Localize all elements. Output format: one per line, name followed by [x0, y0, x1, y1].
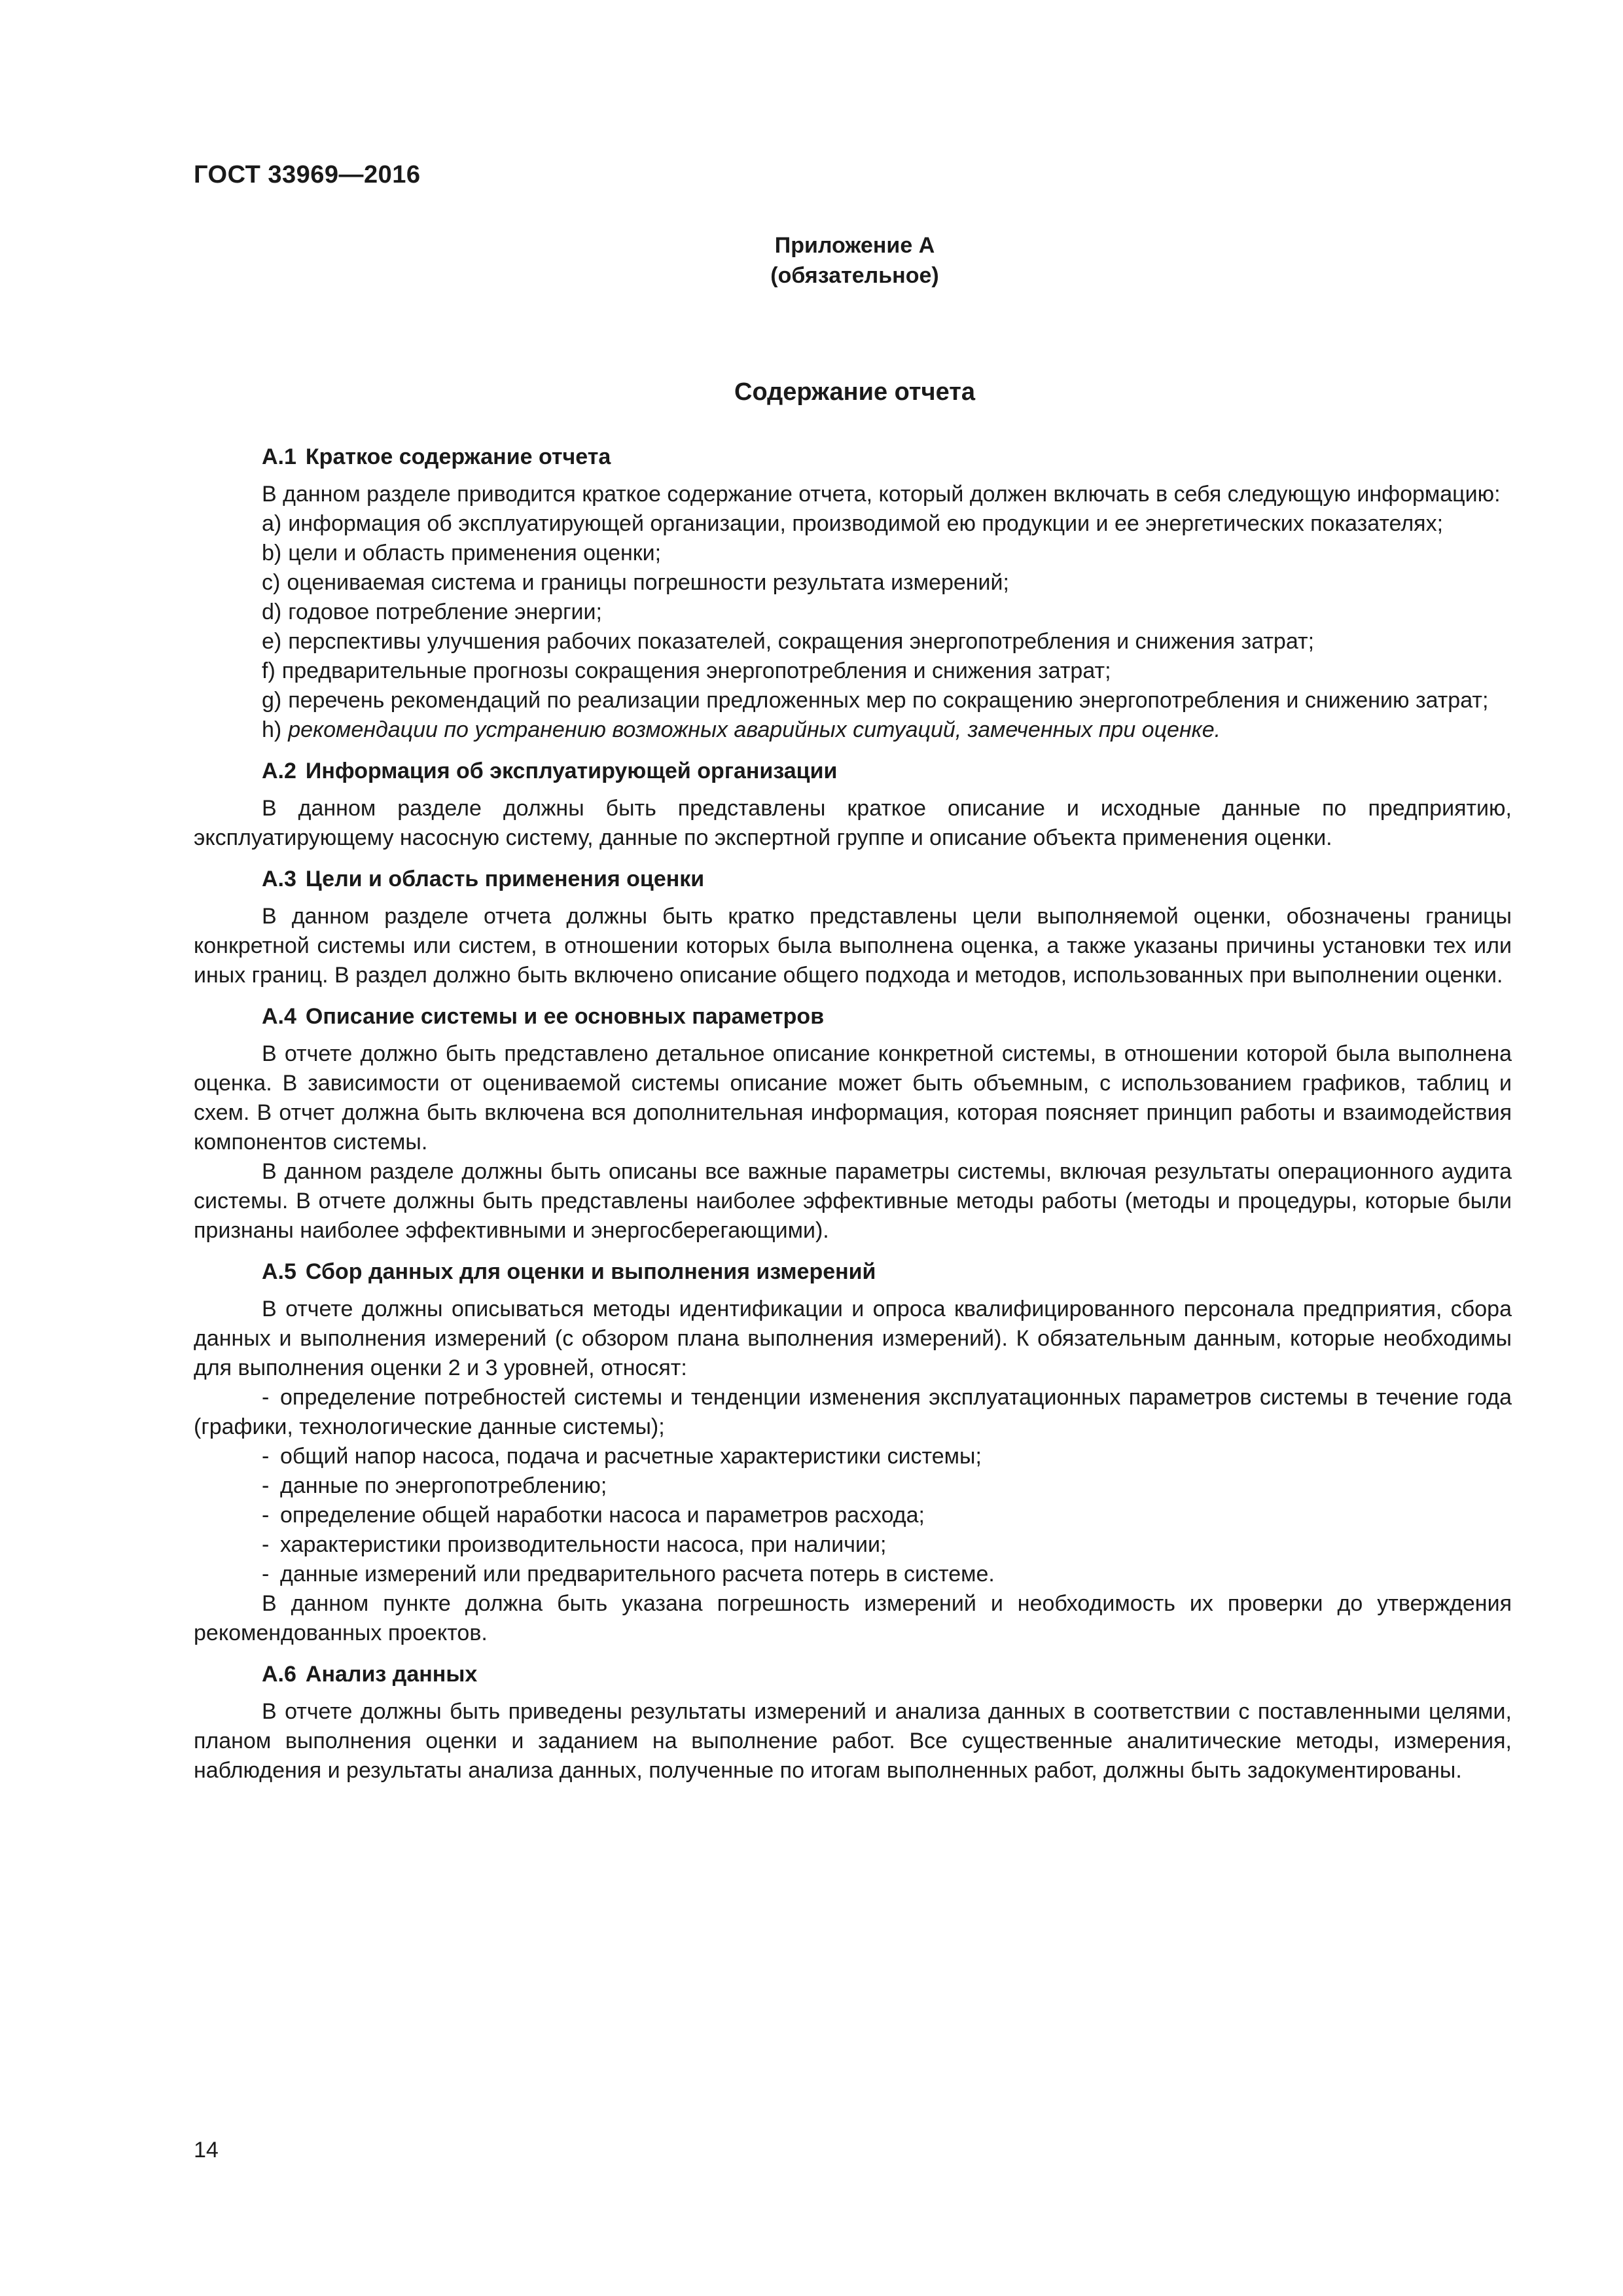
document-body	[194, 442, 1512, 1785]
list-item	[194, 568, 1512, 598]
list-item: - общий напор насоса, подача и расчетные характеристики системы;	[194, 1442, 1512, 1471]
section-heading-a2	[194, 757, 1512, 786]
list-marker: a)	[262, 511, 282, 536]
list-item	[194, 627, 1512, 656]
list-item: - данные по энергопотреблению;	[194, 1471, 1512, 1501]
section-number: А.6	[262, 1662, 296, 1687]
section-heading-a1	[194, 442, 1512, 472]
list-marker: f)	[262, 658, 276, 683]
list-item-text: годовое потребление энергии;	[288, 600, 602, 624]
list-item	[194, 598, 1512, 627]
appendix-heading	[194, 230, 1516, 291]
section-title: Сбор данных для оценки и выполнения измерений	[305, 1259, 876, 1284]
section-number: А.5	[262, 1259, 296, 1284]
paragraph: В данном разделе приводится краткое содержание отчета, который должен включать в себя следующую информацию:	[262, 482, 1501, 507]
section-title: Краткое содержание отчета	[305, 444, 611, 469]
list-item	[194, 715, 1512, 745]
list-item: - данные измерений или предварительного расчета потерь в системе.	[194, 1560, 1512, 1589]
list-item-text: предварительные прогнозы сокращения энергопотребления и снижения затрат;	[281, 658, 1111, 683]
summary-list	[194, 509, 1512, 745]
list-item-text: оцениваемая система и границы погрешности результата измерений;	[287, 570, 1009, 595]
section-heading-a5	[194, 1257, 1512, 1287]
list-marker: h)	[262, 717, 282, 742]
section-heading-a6	[194, 1660, 1512, 1689]
document-title: Содержание отчета	[734, 378, 975, 406]
section-number: А.4	[262, 1004, 296, 1029]
list-item: - характеристики производительности насоса, при наличии;	[194, 1530, 1512, 1560]
appendix-status: (обязательное)	[770, 263, 939, 288]
standard-code: ГОСТ 33969—2016	[194, 161, 421, 188]
list-item: - определение потребностей системы и тенденции изменения эксплуатационных параметров системы в течение года (графики, технологические данные системы);	[194, 1383, 1512, 1442]
paragraph: В данном разделе отчета должны быть кратко представлены цели выполняемой оценки, обозначены границы конкретной системы или систем, в отношении которых была выполнена оценка, а также указаны причины установки тех или иных границ. В раздел должно быть включено описание общего подхода и методов, использованных при выполнении оценки.	[194, 904, 1512, 988]
page-number: 14	[194, 2138, 219, 2162]
paragraph: В данном разделе должны быть описаны все важные параметры системы, включая результаты операционного аудита системы. В отчете должны быть представлены наиболее эффективные методы работы (методы и процедуры, которые были признаны наиболее эффективными и энергосберегающими).	[194, 1159, 1512, 1243]
section-number: А.2	[262, 759, 296, 783]
list-marker: b)	[262, 541, 282, 565]
paragraph: В отчете должны описываться методы идентификации и опроса квалифицированного персонала предприятия, сбора данных и выполнения измерений (с обзором плана выполнения измерений). К обязательным данным, которые необходимы для выполнения оценки 2 и 3 уровней, относят:	[194, 1297, 1512, 1380]
data-requirements-list	[194, 1383, 1512, 1589]
list-item: - определение общей наработки насоса и параметров расхода;	[194, 1501, 1512, 1530]
list-item	[194, 686, 1512, 715]
section-heading-a4	[194, 1002, 1512, 1031]
list-item-text: цели и область применения оценки;	[288, 541, 662, 565]
paragraph: В отчете должно быть представлено детальное описание конкретной системы, в отношении которой была выполнена оценка. В зависимости от оцениваемой системы описание может быть объемным, с использованием графиков, таблиц и схем. В отчет должна быть включена вся дополнительная информация, которая поясняет принцип работы и взаимодействия компонентов системы.	[194, 1041, 1512, 1155]
section-title: Анализ данных	[305, 1662, 478, 1687]
section-number: А.1	[262, 444, 296, 469]
paragraph: В данном разделе должны быть представлены краткое описание и исходные данные по предприятию, эксплуатирующему насосную систему, данные по экспертной группе и описание объекта применения оценки.	[194, 796, 1512, 850]
paragraph: В данном пункте должна быть указана погрешность измерений и необходимость их проверки до утверждения рекомендованных проектов.	[194, 1591, 1512, 1645]
list-marker: c)	[262, 570, 281, 595]
paragraph: В отчете должны быть приведены результаты измерений и анализа данных в соответствии с поставленными целями, планом выполнения оценки и заданием на выполнение работ. Все существенные аналитические методы, измерения, наблюдения и результаты анализа данных, полученные по итогам выполненных работ, должны быть задокументированы.	[194, 1699, 1512, 1783]
section-number: А.3	[262, 867, 296, 891]
list-marker: e)	[262, 629, 282, 654]
appendix-title: Приложение А	[774, 233, 935, 258]
section-title: Цели и область применения оценки	[305, 867, 705, 891]
list-item-text: рекомендации по устранению возможных аварийных ситуаций, замеченных при оценке.	[288, 717, 1221, 742]
list-item-text: перспективы улучшения рабочих показателей, сокращения энергопотребления и снижения затрат;	[288, 629, 1315, 654]
section-heading-a3	[194, 865, 1512, 894]
section-title: Описание системы и ее основных параметров	[305, 1004, 825, 1029]
list-marker: g)	[262, 688, 282, 713]
list-item-text: информация об эксплуатирующей организации, производимой ею продукции и ее энергетических показателях;	[288, 511, 1444, 536]
list-item	[194, 539, 1512, 568]
list-item	[194, 656, 1512, 686]
list-marker: d)	[262, 600, 282, 624]
list-item	[194, 509, 1512, 539]
list-item-text: перечень рекомендаций по реализации предложенных мер по сокращению энергопотребления и снижению затрат;	[288, 688, 1489, 713]
section-title: Информация об эксплуатирующей организации	[305, 759, 838, 783]
